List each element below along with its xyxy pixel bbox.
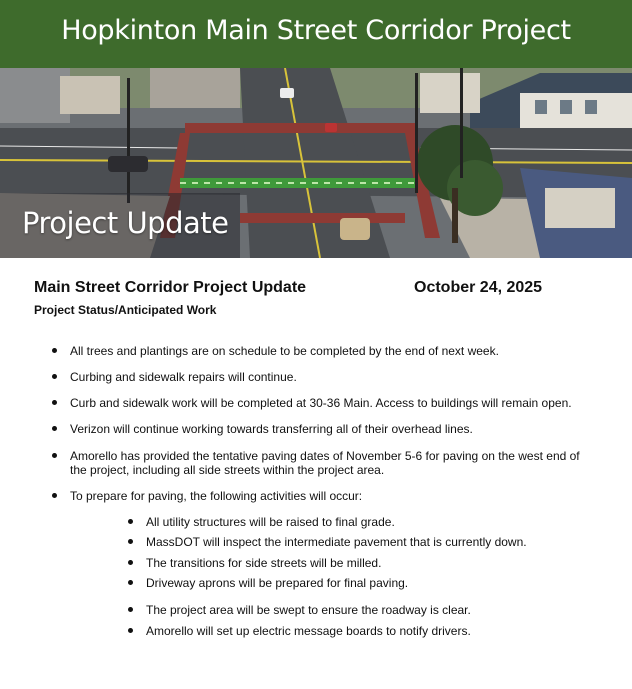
list-item: All trees and plantings are on schedule to be completed by the end of next week.	[70, 344, 590, 358]
sub-list-item: The transitions for side streets will be milled.	[146, 556, 586, 570]
list-item: Curbing and sidewalk repairs will continue.	[70, 370, 590, 384]
bullet-icon	[128, 539, 133, 544]
bullet-icon	[128, 560, 133, 565]
list-item: Curb and sidewalk work will be completed at 30-36 Main. Access to buildings will remain open.	[70, 396, 590, 410]
banner-title: Hopkinton Main Street Corridor Project	[61, 14, 571, 46]
hero-image	[0, 68, 632, 258]
page-banner	[0, 0, 632, 68]
sub-list-item: Driveway aprons will be prepared for final paving.	[146, 576, 586, 590]
list-item: To prepare for paving, the following activities will occur:	[70, 489, 590, 503]
hero-label: Project Update	[22, 206, 229, 240]
bullet-icon	[52, 426, 57, 431]
bullet-icon	[128, 580, 133, 585]
document-title: Main Street Corridor Project Update	[34, 279, 307, 296]
bullet-icon	[52, 493, 57, 498]
bullet-icon	[52, 348, 57, 353]
sub-list-item: The project area will be swept to ensure the roadway is clear.	[146, 603, 586, 617]
bullet-icon	[52, 374, 57, 379]
document-date: October 24, 2025	[414, 279, 543, 296]
section-subheading: Project Status/Anticipated Work	[34, 303, 217, 317]
bullet-icon	[128, 607, 133, 612]
bullet-icon	[52, 453, 57, 458]
list-item: Verizon will continue working towards transferring all of their overhead lines.	[70, 422, 590, 436]
document-header	[34, 279, 594, 301]
bullet-icon	[128, 628, 133, 633]
bullet-icon	[128, 519, 133, 524]
sub-list-item: All utility structures will be raised to final grade.	[146, 515, 586, 529]
sub-list-item: MassDOT will inspect the intermediate pavement that is currently down.	[146, 535, 586, 549]
list-item: Amorello has provided the tentative paving dates of November 5-6 for paving on the west end of the project, including all side streets within the project area.	[70, 449, 590, 477]
sub-list-item: Amorello will set up electric message boards to notify drivers.	[146, 624, 586, 638]
bullet-icon	[52, 400, 57, 405]
